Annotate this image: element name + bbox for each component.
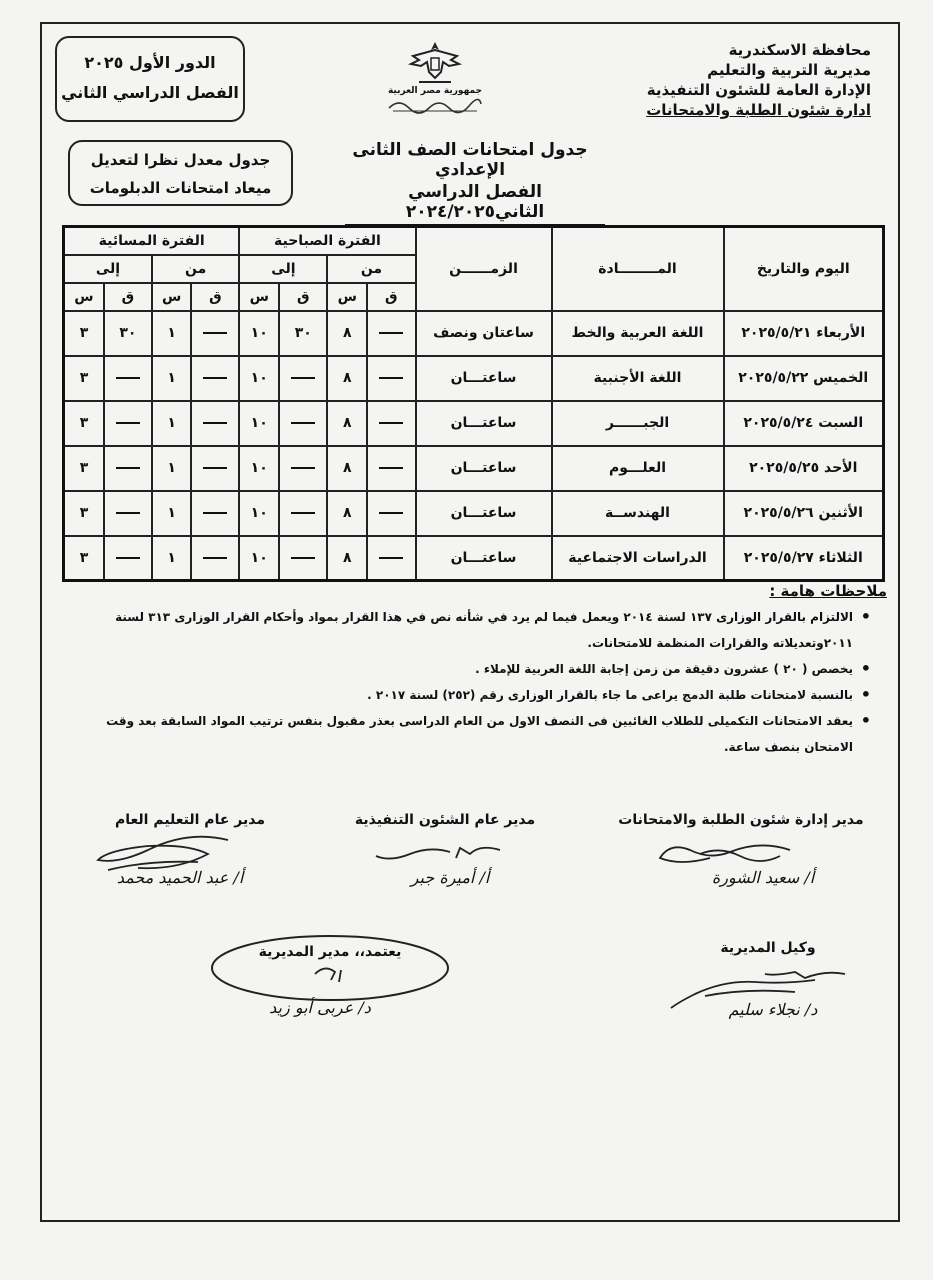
col-s: س: [152, 283, 191, 311]
cell-morning-to-hour: ١٠: [239, 356, 279, 401]
cell-evening-from-hour: ١: [152, 491, 191, 536]
table-row: [64, 536, 884, 581]
cell-evening-to-hour: ٣: [64, 536, 104, 581]
col-morning: الفترة الصباحية: [239, 227, 415, 255]
cell-morning-from-hour: ٨: [327, 491, 367, 536]
eagle-icon: [405, 38, 465, 86]
notice-box: [68, 140, 293, 206]
cell-subject: الدراسات الاجتماعية: [552, 536, 724, 581]
cell-morning-to-hour: ١٠: [239, 536, 279, 581]
header-directorate: مديرية التربية والتعليم: [707, 61, 871, 79]
cell-day: الأحد ٢٠٢٥/٥/٢٥: [724, 446, 884, 491]
cell-evening-from-hour: ١: [152, 446, 191, 491]
cell-subject: الهندســة: [552, 491, 724, 536]
cell-day: الثلاثاء ٢٠٢٥/٥/٢٧: [724, 536, 884, 581]
cell-evening-from-hour: ١: [152, 356, 191, 401]
cell-subject: الجبــــــر: [552, 401, 724, 446]
term-semester: الفصل الدراسي الثاني: [61, 83, 239, 102]
header-governorate: محافظة الاسكندرية: [728, 41, 871, 59]
cell-morning-from-hour: ٨: [327, 536, 367, 581]
list-item: • يخصص ( ٢٠ ) عشرون دقيقة من زمن إجابة اللغة العربية للإملاء .: [60, 656, 875, 682]
cell-evening-from-hour: ١: [152, 536, 191, 581]
cell-morning-to-minutes: [279, 491, 327, 536]
col-evening-from: من: [152, 255, 239, 283]
term-box: [55, 36, 245, 122]
signature-title-executive: مدير عام الشئون التنفيذية: [354, 812, 536, 828]
header-exams-admin: ادارة شئون الطلبة والامتحانات: [646, 101, 871, 119]
cell-evening-to-hour: ٣: [64, 311, 104, 356]
emblem-caption: جمهورية مصر العربية: [387, 86, 483, 96]
table-row: [64, 356, 884, 401]
issuer-header: [641, 40, 871, 120]
col-q: ق: [104, 283, 152, 311]
cell-evening-from-minutes: [191, 491, 239, 536]
cell-morning-from-minutes: [367, 536, 415, 581]
notice-line2: ميعاد امتحانات الدبلومات: [89, 179, 272, 197]
cell-morning-from-minutes: [367, 401, 415, 446]
col-day: اليوم والتاريخ: [724, 227, 884, 311]
exam-schedule-table: [62, 225, 885, 582]
cell-morning-to-minutes: [279, 536, 327, 581]
schedule-title: جدول امتحانات الصف الثانى الإعدادي: [352, 140, 588, 180]
header-general-admin: الإدارة العامة للشئون التنفيذية: [646, 81, 871, 99]
signature-title-director: يعتمد،، مدير المديرية: [258, 944, 402, 960]
cell-day: الأربعاء ٢٠٢٥/٥/٢١: [724, 311, 884, 356]
cell-morning-to-minutes: [279, 401, 327, 446]
cell-evening-from-hour: ١: [152, 311, 191, 356]
cell-day: السبت ٢٠٢٥/٥/٢٤: [724, 401, 884, 446]
signature-title-education: مدير عام التعليم العام: [115, 812, 265, 828]
cell-evening-to-hour: ٣: [64, 401, 104, 446]
table-row: [64, 446, 884, 491]
schedule-body: [64, 311, 884, 581]
cell-morning-to-minutes: [279, 446, 327, 491]
list-item: • يعقد الامتحانات التكميلى للطلاب الغائبين فى النصف الاول من العام الدراسى بعذر مقبول بنفس ترتيب المواد السابقة بعد وقت الامتحان بنصف ساعة.: [60, 708, 875, 760]
notes-title: ملاحظات هامة :: [769, 582, 887, 600]
emblem-scribble: [385, 96, 485, 114]
signature-name-students: أ/ سعيد الشورة: [711, 868, 815, 887]
col-morning-from: من: [327, 255, 415, 283]
col-q: ق: [367, 283, 415, 311]
cell-morning-from-minutes: [367, 311, 415, 356]
cell-morning-to-hour: ١٠: [239, 311, 279, 356]
col-evening-to: إلى: [64, 255, 152, 283]
col-s: س: [327, 283, 367, 311]
cell-morning-to-minutes: [279, 356, 327, 401]
signature-executive: [370, 840, 510, 868]
cell-evening-from-minutes: [191, 311, 239, 356]
col-q: ق: [191, 283, 239, 311]
list-item: • بالنسبة لامتحانات طلبة الدمج يراعى ما جاء بالقرار الوزارى رقم (٢٥٢) لسنة ٢٠١٧ .: [60, 682, 875, 708]
cell-evening-to-minutes: [104, 446, 152, 491]
cell-day: الأثنين ٢٠٢٥/٥/٢٦: [724, 491, 884, 536]
col-s: س: [64, 283, 104, 311]
cell-duration: ساعتـــان: [416, 491, 552, 536]
cell-morning-from-hour: ٨: [327, 401, 367, 446]
signature-name-deputy: د/ نجلاء سليم: [728, 1000, 818, 1019]
cell-morning-from-minutes: [367, 491, 415, 536]
cell-evening-to-minutes: [104, 356, 152, 401]
col-s: س: [239, 283, 279, 311]
cell-morning-from-hour: ٨: [327, 446, 367, 491]
col-morning-to: إلى: [239, 255, 327, 283]
signature-name-education: أ/ عبد الحميد محمد: [116, 868, 244, 887]
list-item: • الالتزام بالقرار الوزارى ١٣٧ لسنة ٢٠١٤ ويعمل فيما لم يرد في شأنه نص في هذا القرار بمواد وأحكام القرار الوزارى ٣١٣ لسنة ٢٠١١وتعديلاته والقرارات المنظمة للامتحانات.: [60, 604, 875, 656]
cell-morning-to-hour: ١٠: [239, 446, 279, 491]
cell-duration: ساعتـــان: [416, 536, 552, 581]
cell-evening-to-minutes: ٣٠: [104, 311, 152, 356]
director-stamp-oval: [205, 928, 455, 1008]
notice-line1: جدول معدل نظرا لتعديل: [90, 151, 271, 169]
schedule-subtitle: الفصل الدراسي الثاني٢٠٢٤/٢٠٢٥: [345, 182, 605, 226]
cell-evening-to-hour: ٣: [64, 446, 104, 491]
cell-subject: العلـــوم: [552, 446, 724, 491]
cell-subject: اللغة العربية والخط: [552, 311, 724, 356]
col-evening: الفترة المسائية: [64, 227, 240, 255]
cell-subject: اللغة الأجنبية: [552, 356, 724, 401]
signature-name-director: د/ عربى أبو زيد: [269, 998, 371, 1017]
cell-duration: ساعتان ونصف: [416, 311, 552, 356]
cell-duration: ساعتـــان: [416, 356, 552, 401]
cell-morning-from-hour: ٨: [327, 356, 367, 401]
cell-morning-from-hour: ٨: [327, 311, 367, 356]
cell-morning-to-hour: ١٠: [239, 491, 279, 536]
cell-evening-to-hour: ٣: [64, 491, 104, 536]
cell-day: الخميس ٢٠٢٥/٥/٢٢: [724, 356, 884, 401]
table-row: [64, 401, 884, 446]
cell-morning-from-minutes: [367, 356, 415, 401]
cell-evening-from-minutes: [191, 401, 239, 446]
cell-morning-to-hour: ١٠: [239, 401, 279, 446]
notes-list: [60, 604, 875, 760]
cell-evening-from-minutes: [191, 446, 239, 491]
table-row: [64, 311, 884, 356]
col-subject: المــــــــادة: [552, 227, 724, 311]
cell-evening-from-hour: ١: [152, 401, 191, 446]
cell-morning-from-minutes: [367, 446, 415, 491]
signature-title-students: مدير إدارة شئون الطلبة والامتحانات: [618, 812, 864, 828]
cell-evening-to-hour: ٣: [64, 356, 104, 401]
eagle-emblem: [385, 38, 485, 118]
cell-evening-from-minutes: [191, 356, 239, 401]
table-row: [64, 491, 884, 536]
signature-name-executive: أ/ أميرة جبر: [410, 868, 490, 887]
cell-evening-to-minutes: [104, 536, 152, 581]
cell-morning-to-minutes: ٣٠: [279, 311, 327, 356]
cell-evening-to-minutes: [104, 491, 152, 536]
term-round: الدور الأول ٢٠٢٥: [84, 53, 216, 72]
signature-title-deputy: وكيل المديرية: [720, 940, 816, 956]
col-duration: الزمــــــن: [416, 227, 552, 311]
col-q: ق: [279, 283, 327, 311]
cell-evening-to-minutes: [104, 401, 152, 446]
cell-evening-from-minutes: [191, 536, 239, 581]
cell-duration: ساعتـــان: [416, 401, 552, 446]
cell-duration: ساعتـــان: [416, 446, 552, 491]
